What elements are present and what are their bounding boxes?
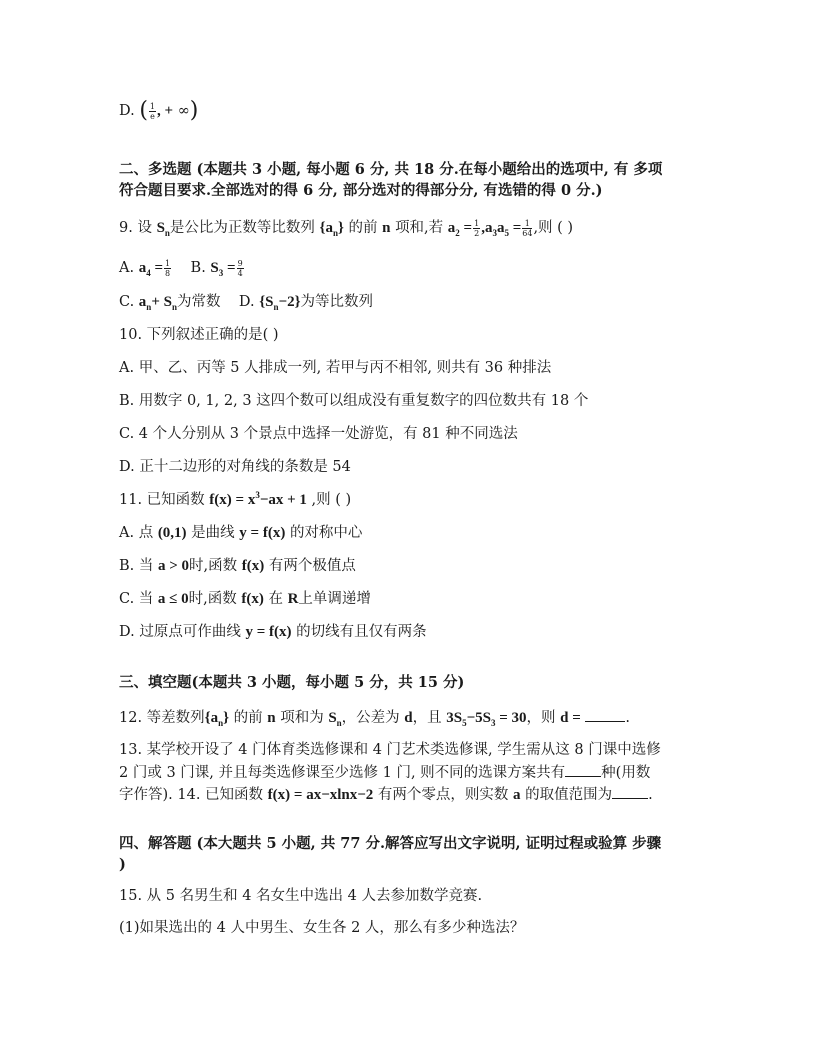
section3-heading: 三、填空题(本题共 3 小题，每小题 5 分，共 15 分) [119, 674, 465, 691]
q11-option-a: A. 点 (0,1) 是曲线 y = f(x) 的对称中心 [119, 525, 363, 541]
section2-heading-line2: 符合题目要求.全部选对的得 6 分, 部分选对的得部分分, 有选错的得 0 分.) [119, 182, 603, 199]
fraction-1-over-e: $\frac{1}{e}$ [149, 101, 156, 121]
section2-heading-line1: 二、多选题 (本题共 3 小题, 每小题 6 分, 共 18 分.在每小题给出的选项中, 有 多项 [119, 161, 663, 178]
answer-blank [585, 707, 625, 722]
q8-option-d: D. ( $\frac{1}{e}$ , + ∞) [119, 98, 199, 123]
q13-line2: 2 门或 3 门课, 并且每类选修课至少选修 1 门, 则不同的选课方案共有 种(用数 [119, 762, 699, 783]
q13-line1: 13. 某学校开设了 4 门体育类选修课和 4 门艺术类选修课, 学生需从这 8 门课中选修 [119, 742, 661, 758]
q9-options-cd: C. $a_n+ S_n$为常数 D. $\{S_n-2\}$为等比数列 [119, 294, 373, 312]
option-label: D. [119, 103, 135, 119]
q9-options-ab: A. $a_4$ = $\frac{1}{8}$ B. $S_3$ = $\frac{9}{4}$ [119, 258, 243, 278]
infinity-symbol: ∞ [177, 103, 190, 119]
q11-option-b: B. 当 a > 0时,函数 f(x) 有两个极值点 [119, 558, 356, 574]
section4-heading-line1: 四、解答题 (本大题共 5 小题, 共 77 分.解答应写出文字说明, 证明过程或验算 步骤 [119, 835, 662, 852]
q11-stem: 11. 已知函数 $f(x) = x^3-ax + 1$ ,则 ( ) [119, 490, 352, 508]
q15-stem: 15. 从 5 名男生和 4 名女生中选出 4 人去参加数学竞赛. [119, 888, 483, 904]
q11-option-c: C. 当 a ≤ 0时,函数 f(x) 在 R上单调递增 [119, 591, 371, 607]
q10-option-c: C. 4 个人分别从 3 个景点中选择一处游览，有 81 种不同选法 [119, 426, 518, 442]
q10-option-b: B. 用数字 0, 1, 2, 3 这四个数可以组成没有重复数字的四位数共有 18 个 [119, 393, 589, 409]
q11-option-d: D. 过原点可作曲线 y = f(x) 的切线有且仅有两条 [119, 624, 427, 640]
q10-option-d: D. 正十二边形的对角线的条数是 54 [119, 459, 351, 475]
q12-stem: 12. 等差数列$\{a_n\}$ 的前 n 项和为 $S_n$，公差为 d，且 $3S_5-5S_3 = 30$，则 d = . [119, 707, 699, 728]
q10-stem: 10. 下列叙述正确的是( ) [119, 327, 279, 343]
section4-heading-line2: ) [119, 856, 126, 873]
q9-stem: 9. 设 $S_n$是公比为正数等比数列 $\{a_n\}$ 的前 n 项和,若 $a_2$ = $\frac{1}{2}$ $,a_3a_5$ = $\frac{1}{64}$ ,则 ( ) [119, 218, 574, 238]
q15-part1: (1)如果选出的 4 人中男生、女生各 2 人，那么有多少种选法？ [119, 920, 525, 936]
answer-blank [565, 762, 601, 777]
answer-blank [612, 784, 648, 799]
q13-line3: 字作答). 14. 已知函数 f(x) = ax−xlnx−2 有两个零点，则实数 a 的取值范围为 . [119, 784, 699, 805]
q10-option-a: A. 甲、乙、丙等 5 人排成一列, 若甲与丙不相邻, 则共有 36 种排法 [119, 360, 552, 376]
